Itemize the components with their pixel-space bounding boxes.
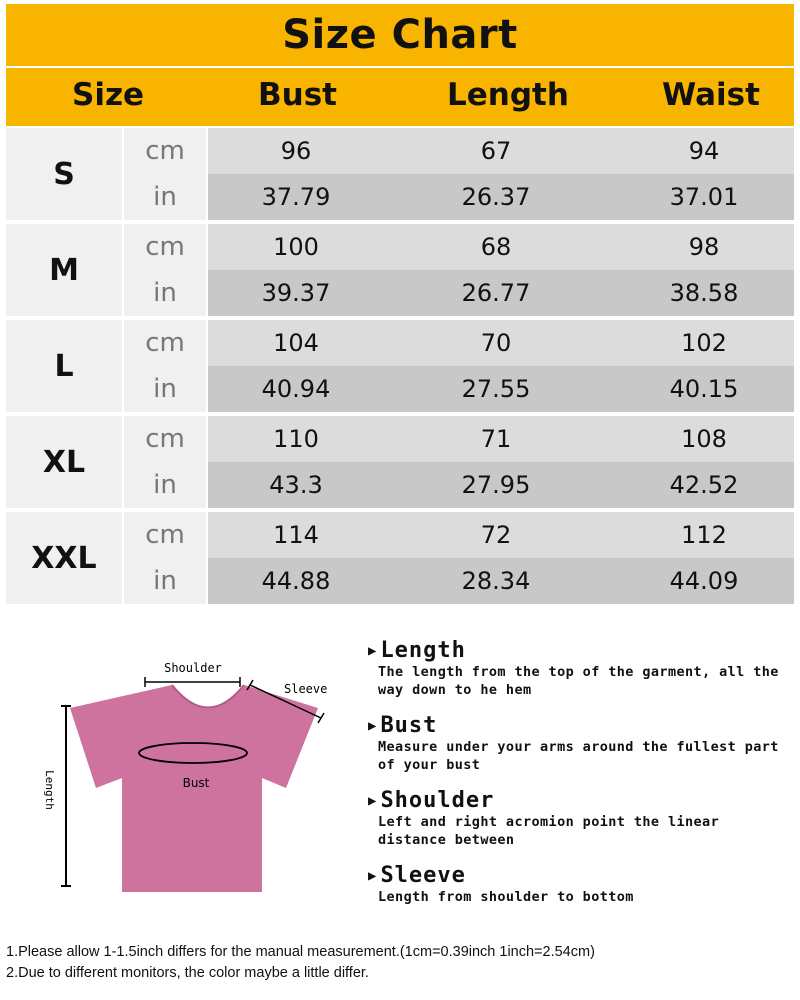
size-label: S <box>6 128 122 220</box>
bust-value: 43.3 <box>269 471 323 499</box>
bust-value: 39.37 <box>261 279 331 307</box>
definition-title: Sleeve <box>380 863 466 888</box>
definition-text: Measure under your arms around the fullest part of your bust <box>378 739 779 773</box>
length-value: 70 <box>480 329 512 357</box>
table-row <box>124 174 794 220</box>
length-value: 72 <box>480 521 512 549</box>
chart-title: Size Chart <box>6 4 794 66</box>
length-value: 28.34 <box>461 567 531 595</box>
unit-cm: cm <box>124 128 206 174</box>
bust-value: 104 <box>273 329 319 357</box>
table-row <box>124 270 794 316</box>
header-waist: Waist <box>662 77 760 113</box>
table-row <box>124 416 794 462</box>
length-label: Length <box>43 770 56 810</box>
length-value: 27.55 <box>461 375 531 403</box>
triangle-right-icon: ▶ <box>368 867 378 884</box>
size-label: M <box>6 224 122 316</box>
waist-value: 38.58 <box>669 279 739 307</box>
header-length: Length <box>447 77 569 113</box>
length-value: 67 <box>480 137 512 165</box>
sleeve-label: Sleeve <box>284 682 328 696</box>
definition-sleeve <box>368 863 788 906</box>
bust-value: 40.94 <box>261 375 331 403</box>
table-row <box>124 512 794 558</box>
bust-value: 37.79 <box>261 183 331 211</box>
size-table <box>6 126 794 606</box>
size-group-xxl <box>6 510 794 606</box>
definition-length <box>368 638 788 699</box>
triangle-right-icon: ▶ <box>368 717 378 734</box>
length-value: 26.37 <box>461 183 531 211</box>
table-row <box>124 462 794 508</box>
size-group-l <box>6 318 794 414</box>
definition-title: Length <box>380 638 466 663</box>
bust-value: 110 <box>273 425 319 453</box>
notes <box>6 942 796 984</box>
unit-cm: cm <box>124 224 206 270</box>
note-line: 2.Due to different monitors, the color maybe a little differ. <box>6 965 369 981</box>
tshirt-diagram <box>0 630 360 910</box>
header-size: Size <box>72 77 145 113</box>
bust-value: 44.88 <box>261 567 331 595</box>
triangle-right-icon: ▶ <box>368 792 378 809</box>
unit-in: in <box>124 174 206 220</box>
size-group-s <box>6 126 794 222</box>
waist-value: 102 <box>681 329 727 357</box>
waist-value: 42.52 <box>669 471 739 499</box>
definition-bust <box>368 713 788 774</box>
definition-shoulder <box>368 788 788 849</box>
unit-in: in <box>124 366 206 412</box>
size-group-m <box>6 222 794 318</box>
bust-value: 114 <box>273 521 319 549</box>
table-row <box>124 128 794 174</box>
triangle-right-icon: ▶ <box>368 642 378 659</box>
size-label: L <box>6 320 122 412</box>
waist-value: 44.09 <box>669 567 739 595</box>
definition-text: Length from shoulder to bottom <box>378 889 634 905</box>
size-group-xl <box>6 414 794 510</box>
waist-value: 112 <box>681 521 727 549</box>
unit-in: in <box>124 462 206 508</box>
definition-title: Bust <box>380 713 438 738</box>
unit-in: in <box>124 558 206 604</box>
bust-value: 100 <box>273 233 319 261</box>
definition-text: Left and right acromion point the linear distance between <box>378 814 720 848</box>
note-line: 1.Please allow 1-1.5inch differs for the manual measurement.(1cm=0.39inch 1inch=2.54cm) <box>6 944 595 960</box>
unit-cm: cm <box>124 512 206 558</box>
table-row <box>124 224 794 270</box>
measurement-definitions <box>368 638 788 920</box>
table-row <box>124 320 794 366</box>
definition-title: Shoulder <box>380 788 495 813</box>
header-bust: Bust <box>258 77 337 113</box>
size-label: XXL <box>6 512 122 604</box>
unit-in: in <box>124 270 206 316</box>
bust-label: Bust <box>182 776 210 790</box>
size-label: XL <box>6 416 122 508</box>
length-value: 27.95 <box>461 471 531 499</box>
waist-value: 98 <box>688 233 720 261</box>
length-value: 71 <box>480 425 512 453</box>
table-row <box>124 558 794 604</box>
table-header <box>6 68 794 126</box>
definition-text: The length from the top of the garment, all the way down to he hem <box>378 664 779 698</box>
waist-value: 37.01 <box>669 183 739 211</box>
table-row <box>124 366 794 412</box>
waist-value: 94 <box>688 137 720 165</box>
unit-cm: cm <box>124 416 206 462</box>
shoulder-label: Shoulder <box>164 661 222 675</box>
length-value: 26.77 <box>461 279 531 307</box>
length-value: 68 <box>480 233 512 261</box>
unit-cm: cm <box>124 320 206 366</box>
waist-value: 40.15 <box>669 375 739 403</box>
waist-value: 108 <box>681 425 727 453</box>
bust-value: 96 <box>280 137 312 165</box>
